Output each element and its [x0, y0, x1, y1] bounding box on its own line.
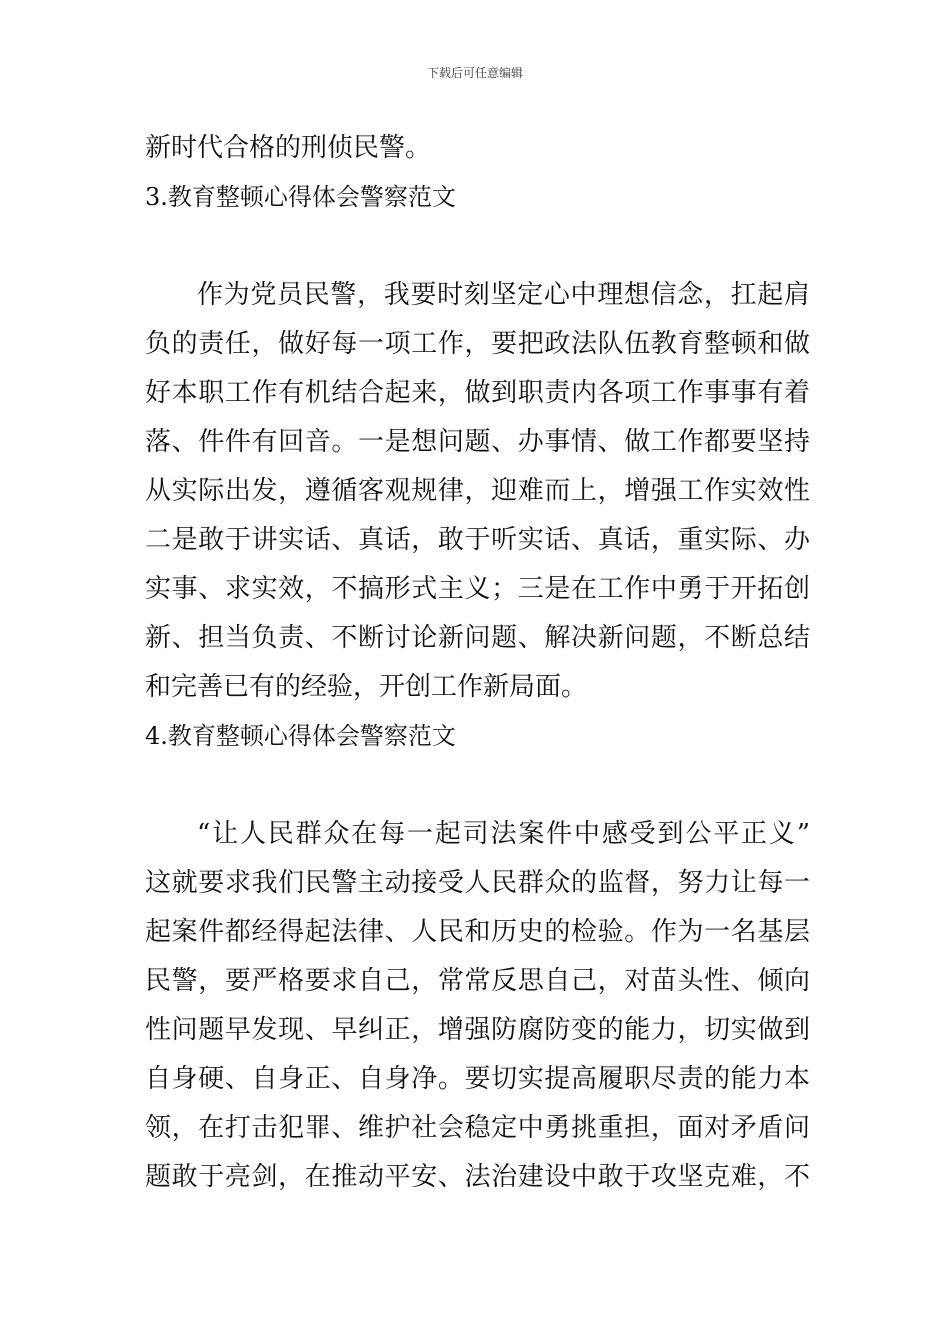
text-line: 新时代合格的刑侦民警。 — [145, 133, 432, 163]
text-line: 作为党员民警，我要时刻坚定心中理想信念，扛起肩 — [197, 280, 810, 310]
page-header-note: 下载后可任意编辑 — [426, 66, 523, 80]
text-line: 领，在打击犯罪、维护社会稳定中勇挑重担，面对矛盾问 — [145, 1113, 810, 1143]
text-line: 好本职工作有机结合起来，做到职责内各项工作事事有着 — [145, 378, 810, 408]
text-line: 和完善已有的经验，开创工作新局面。 — [145, 672, 588, 702]
text-line: 实事、求实效，不搞形式主义；三是在工作中勇于开拓创 — [145, 574, 810, 604]
paragraph-gap — [145, 761, 810, 810]
paragraph-gap — [145, 222, 810, 271]
text-line: 自身硬、自身正、自身净。要切实提高履职尽责的能力本 — [145, 1064, 810, 1094]
text-line: 性问题早发现、早纠正，增强防腐防变的能力，切实做到 — [145, 1015, 810, 1045]
text-line: 负的责任，做好每一项工作，要把政法队伍教育整顿和做 — [145, 329, 810, 359]
text-line: 从实际出发，遵循客观规律，迎难而上，增强工作实效性 — [145, 476, 810, 506]
text-line: 题敢于亮剑，在推动平安、法治建设中敢于攻坚克难，不 — [145, 1162, 810, 1192]
text-line: “让人民群众在每一起司法案件中感受到公平正义” — [197, 819, 810, 849]
section-heading-3: 3.教育整顿心得体会警察范文 — [145, 183, 456, 211]
text-line: 起案件都经得起法律、人民和历史的检验。作为一名基层 — [145, 917, 810, 947]
text-line: 落、件件有回音。一是想问题、办事情、做工作都要坚持 — [145, 427, 810, 457]
text-line: 新、担当负责、不断讨论新问题、解决新问题，不断总结 — [145, 623, 810, 653]
text-line: 二是敢于讲实话、真话，敢于听实话、真话，重实际、办 — [145, 525, 810, 555]
text-line: 民警，要严格要求自己，常常反思自己，对苗头性、倾向 — [145, 966, 810, 996]
paragraph-section-3 — [145, 271, 810, 712]
paragraph-section-4 — [145, 810, 810, 1202]
document-body — [145, 124, 810, 1202]
text-line: 这就要求我们民警主动接受人民群众的监督，努力让每一 — [145, 868, 810, 898]
section-heading-4: 4.教育整顿心得体会警察范文 — [145, 722, 456, 750]
